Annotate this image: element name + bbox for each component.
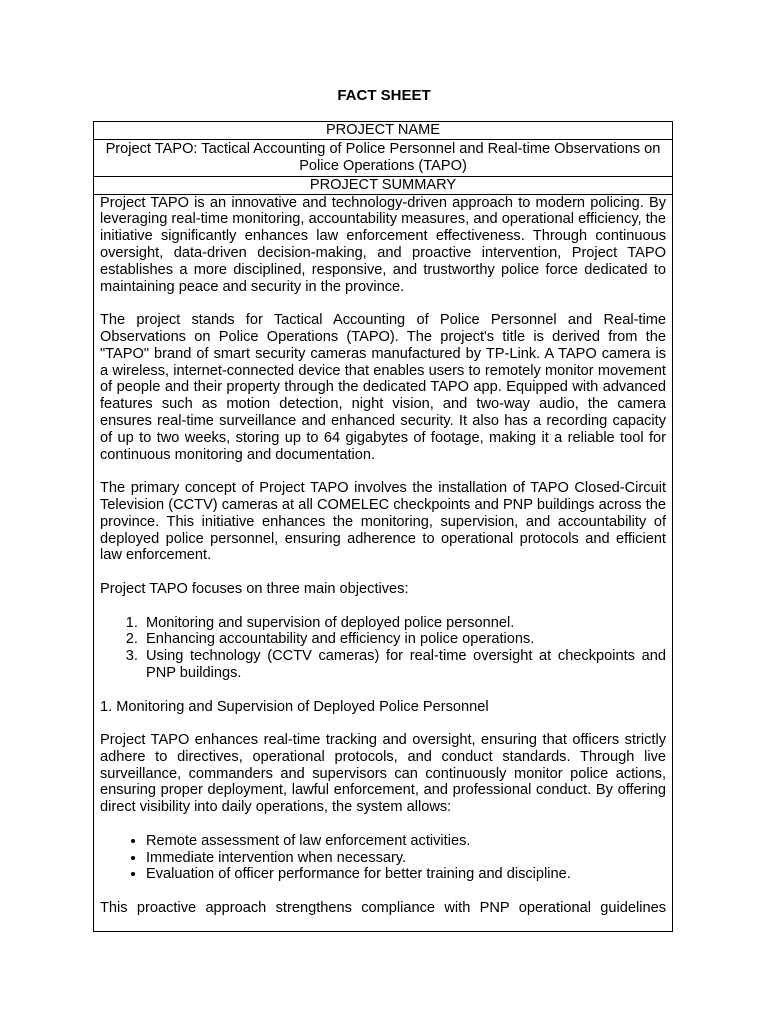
project-name-value: Project TAPO: Tactical Accounting of Police Personnel and Real-time Observations on Police Operations (TAPO) [94, 140, 672, 177]
capability-item: • Remote assessment of law enforcement activities. [146, 833, 666, 850]
section-heading: 1. Monitoring and Supervision of Deployed Police Personnel [100, 698, 489, 715]
objective-item: 3. Using technology (CCTV cameras) for real-time oversight at checkpoints and PNP buildings. [146, 648, 666, 682]
objectives-list [100, 615, 666, 682]
capability-item: • Immediate intervention when necessary. [146, 850, 666, 867]
project-summary-body [94, 195, 672, 917]
document-title: FACT SHEET [337, 87, 431, 104]
fact-sheet-table [93, 121, 673, 932]
capabilities-list [100, 833, 666, 883]
summary-paragraph: Project TAPO is an innovative and technology-driven approach to modern policing. By leveraging real-time monitoring, accountability measures, and operational efficiency, the initiative significantly enhances law enforcement effectiveness. Through continuous oversight, data-driven decision-making, and proactive intervention, Project TAPO establishes a more disciplined, responsive, and trustworthy police force dedicated to maintaining peace and security in the province. [100, 194, 666, 295]
project-summary-header: PROJECT SUMMARY [94, 177, 672, 195]
project-name-header: PROJECT NAME [94, 122, 672, 140]
summary-paragraph: The primary concept of Project TAPO involves the installation of TAPO Closed-Circuit Television (CCTV) cameras at all COMELEC checkpoints and PNP buildings across the province. This initiative enhances the monitoring, supervision, and accountability of deployed police personnel, ensuring adherence to operational protocols and efficient law enforcement. [100, 480, 666, 564]
objectives-intro: Project TAPO focuses on three main objectives: [100, 580, 409, 597]
objective-item: 2. Enhancing accountability and efficiency in police operations. [146, 631, 666, 648]
capability-item: • Evaluation of officer performance for better training and discipline. [146, 866, 666, 883]
summary-paragraph: The project stands for Tactical Accounting of Police Personnel and Real-time Observations on Police Operations (TAPO). The project's title is derived from the "TAPO" brand of smart security cameras manufactured by TP-Link. A TAPO camera is a wireless, internet-connected device that enables users to remotely monitor movement of people and their property through the dedicated TAPO app. Equipped with advanced features such as motion detection, night vision, and two-way audio, the camera ensures real-time surveillance and enhanced security. It also has a recording capacity of up to two weeks, storing up to 64 gigabytes of footage, making it a reliable tool for continuous monitoring and documentation. [100, 312, 666, 463]
closing-paragraph: This proactive approach strengthens compliance with PNP operational guidelines [100, 900, 666, 917]
objective-item: 1. Monitoring and supervision of deployed police personnel. [146, 615, 666, 632]
section-paragraph: Project TAPO enhances real-time tracking and oversight, ensuring that officers strictly adhere to directives, operational protocols, and conduct standards. Through live surveillance, commanders and supervisors can continuously monitor police actions, ensuring proper deployment, lawful enforcement, and professional conduct. By offering direct visibility into daily operations, the system allows: [100, 732, 666, 816]
